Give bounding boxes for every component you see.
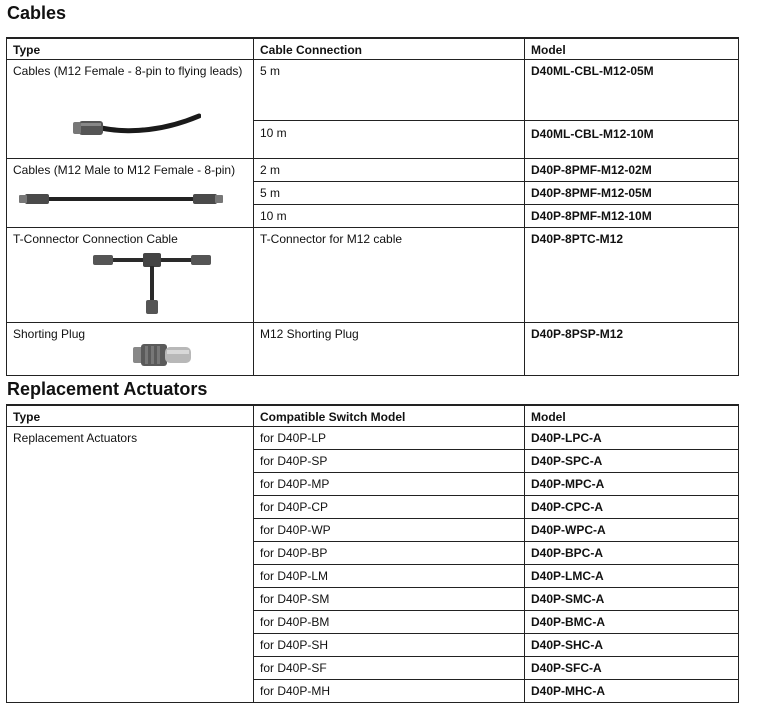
col-header-cable-connection: Cable Connection xyxy=(254,38,525,59)
type-cell-replacement-actuators xyxy=(7,426,254,702)
compatible-cell: for D40P-SF xyxy=(254,656,525,679)
compatible-cell: for D40P-BP xyxy=(254,541,525,564)
connection-cell: 2 m xyxy=(254,158,525,181)
compatible-cell: for D40P-CP xyxy=(254,495,525,518)
type-cell-m12-female-cable xyxy=(7,59,254,158)
connection-cell: T-Connector for M12 cable xyxy=(254,227,525,322)
model-cell: D40P-SMC-A xyxy=(525,587,739,610)
m12-male-female-cable-image xyxy=(17,191,227,207)
model-cell: D40P-WPC-A xyxy=(525,518,739,541)
col-header-compatible-switch-model: Compatible Switch Model xyxy=(254,405,525,426)
connection-cell: 10 m xyxy=(254,120,525,158)
shorting-plug-image xyxy=(131,341,195,369)
connection-cell: M12 Shorting Plug xyxy=(254,322,525,375)
model-cell: D40P-8PTC-M12 xyxy=(525,227,739,322)
type-label: Shorting Plug xyxy=(13,326,86,341)
compatible-cell: for D40P-SM xyxy=(254,587,525,610)
model-cell: D40P-LPC-A xyxy=(525,426,739,449)
table-row xyxy=(7,322,739,375)
model-cell: D40P-SHC-A xyxy=(525,633,739,656)
table-row xyxy=(7,426,739,449)
model-cell: D40P-MPC-A xyxy=(525,472,739,495)
col-header-model: Model xyxy=(525,405,739,426)
model-cell: D40P-MHC-A xyxy=(525,679,739,702)
m12-female-cable-image xyxy=(71,112,201,142)
compatible-cell: for D40P-BM xyxy=(254,610,525,633)
col-header-type: Type xyxy=(7,38,254,59)
type-cell-t-connector xyxy=(7,227,254,322)
actuators-body xyxy=(7,426,739,702)
model-cell: D40P-8PMF-M12-05M xyxy=(525,181,739,204)
connection-cell: 5 m xyxy=(254,59,525,120)
model-cell: D40ML-CBL-M12-10M xyxy=(525,120,739,158)
compatible-cell: for D40P-LM xyxy=(254,564,525,587)
model-cell: D40P-CPC-A xyxy=(525,495,739,518)
cables-section-title: Cables xyxy=(7,3,67,23)
cables-table xyxy=(6,37,739,376)
model-cell: D40P-BMC-A xyxy=(525,610,739,633)
type-label: Cables (M12 Male to M12 Female - 8-pin) xyxy=(13,162,236,177)
model-cell: D40P-8PMF-M12-10M xyxy=(525,204,739,227)
type-label: Replacement Actuators xyxy=(13,430,138,445)
compatible-cell: for D40P-LP xyxy=(254,426,525,449)
compatible-cell: for D40P-SH xyxy=(254,633,525,656)
compatible-cell: for D40P-SP xyxy=(254,449,525,472)
actuators-table xyxy=(6,404,739,703)
type-cell-m12-male-female-cable xyxy=(7,158,254,227)
table-row xyxy=(7,59,739,120)
actuators-section-title: Replacement Actuators xyxy=(7,379,208,399)
model-cell: D40ML-CBL-M12-05M xyxy=(525,59,739,120)
type-cell-shorting-plug xyxy=(7,322,254,375)
model-cell: D40P-LMC-A xyxy=(525,564,739,587)
model-cell: D40P-8PMF-M12-02M xyxy=(525,158,739,181)
connection-cell: 5 m xyxy=(254,181,525,204)
type-label: T-Connector Connection Cable xyxy=(13,231,178,246)
model-cell: D40P-SFC-A xyxy=(525,656,739,679)
t-connector-image xyxy=(89,248,215,318)
cables-header-row xyxy=(7,38,739,59)
connection-cell: 10 m xyxy=(254,204,525,227)
table-row xyxy=(7,158,739,181)
table-row xyxy=(7,227,739,322)
compatible-cell: for D40P-WP xyxy=(254,518,525,541)
compatible-cell: for D40P-MP xyxy=(254,472,525,495)
col-header-type: Type xyxy=(7,405,254,426)
model-cell: D40P-8PSP-M12 xyxy=(525,322,739,375)
actuators-header-row xyxy=(7,405,739,426)
compatible-cell: for D40P-MH xyxy=(254,679,525,702)
col-header-model: Model xyxy=(525,38,739,59)
model-cell: D40P-SPC-A xyxy=(525,449,739,472)
type-label: Cables (M12 Female - 8-pin to flying leads) xyxy=(13,63,243,78)
model-cell: D40P-BPC-A xyxy=(525,541,739,564)
